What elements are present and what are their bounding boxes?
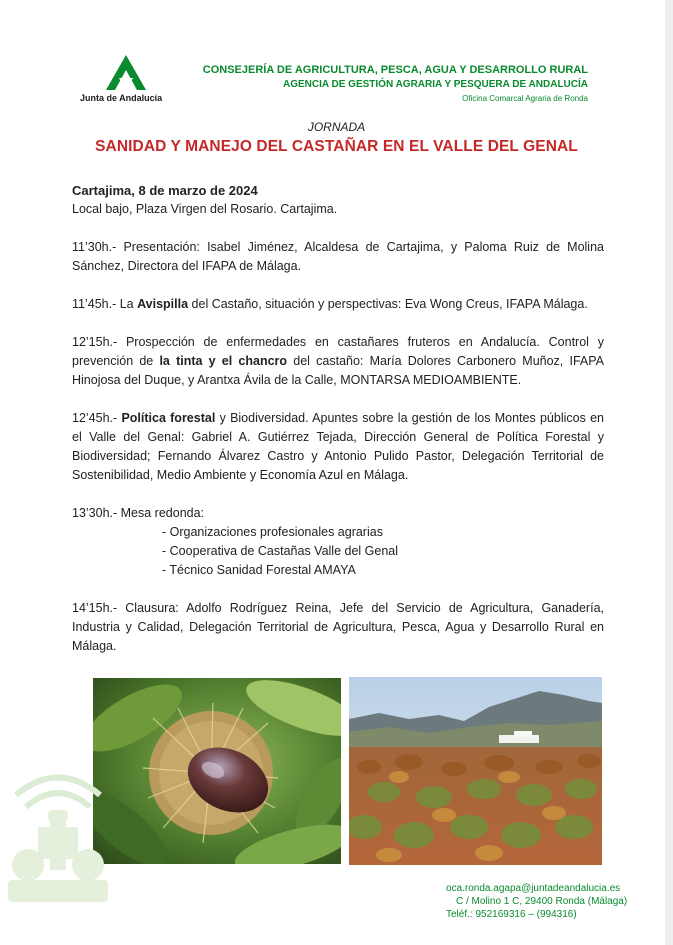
program-item-presentacion: 11’30h.- Presentación: Isabel Jiménez, Alcaldesa de Cartajima, y Paloma Ruiz de Molina Sánchez, Directora del IFAPA de Málaga. [72, 240, 604, 273]
program-item-politica-forestal: 12’45h.- Política forestal y Biodiversidad. Apuntes sobre la gestión de los Montes públicos en el Valle del Genal: Gabriel A. Gutiérrez Tejada, Dirección General de Política Forestal y Biodiversidad; Fernando Álvarez Castro y Antonio Pulido Pastor, Delegación Territorial de Sostenibilidad, Medio Ambiente y Economía Azul en Málaga. [72, 411, 604, 482]
program-item-enfermedades: 12’15h.- Prospección de enfermedades en castañares fruteros en Andalucía. Control y prevención de la tinta y el chancro del castaño: María Dolores Carbonero Muñoz, IFAPA Hinojosa del Duque, y Arantxa Ávila de la Calle, MONTARSA MEDIOAMBIENTE. [72, 335, 604, 387]
logo-text: Junta de Andalucía [80, 93, 163, 103]
andalucia-a-icon [104, 54, 148, 92]
mesa-redonda-participant: - Técnico Sanidad Forestal AMAYA [162, 563, 356, 577]
program-item-clausura: 14’15h.- Clausura: Adolfo Rodríguez Reina, Jefe del Servicio de Agricultura, Ganadería, Industria y Calidad, Delegación Territorial de Agricultura, Pesca, Agua y Desarrollo Rural en Málaga. [72, 601, 604, 653]
contact-email[interactable]: oca.ronda.agapa@juntadeandalucia.es [446, 883, 621, 894]
program-item-avispilla: 11’45h.- La Avispilla del Castaño, situación y perspectivas: Eva Wong Creus, IFAPA Málaga. [72, 297, 588, 311]
mesa-redonda-participant: - Cooperativa de Castañas Valle del Genal [162, 544, 399, 558]
org-oficina: Oficina Comarcal Agraria de Ronda [462, 94, 588, 103]
program [72, 181, 604, 656]
contact-info [446, 882, 627, 921]
event-title: SANIDAD Y MANEJO DEL CASTAÑAR EN EL VALLE DEL GENAL [95, 138, 578, 155]
organization-header [203, 63, 588, 105]
junta-watermark-emblem [8, 765, 108, 905]
org-agencia: AGENCIA DE GESTIÓN AGRARIA Y PESQUERA DE ANDALUCÍA [282, 79, 588, 90]
org-consejeria: CONSEJERÍA DE AGRICULTURA, PESCA, AGUA Y DESARROLLO RURAL [202, 64, 588, 76]
event-kind: JORNADA [307, 120, 366, 134]
event-venue: Local bajo, Plaza Virgen del Rosario. Cartajima. [72, 202, 338, 216]
valle-del-genal-landscape-photo [349, 677, 602, 865]
mesa-redonda-participant: - Organizaciones profesionales agrarias [162, 525, 383, 539]
event-date: Cartajima, 8 de marzo de 2024 [72, 183, 258, 198]
contact-phone: Teléf.: 952169316 – (994316) [446, 909, 577, 920]
contact-address: C / Molino 1 C, 29400 Ronda (Málaga) [456, 896, 628, 907]
andalucia-emblem-icon [8, 765, 108, 905]
program-item-mesa-redonda: 13’30h.- Mesa redonda: [72, 506, 205, 520]
chestnut-burr-photo [93, 678, 341, 864]
junta-de-andalucia-logo [72, 52, 182, 108]
